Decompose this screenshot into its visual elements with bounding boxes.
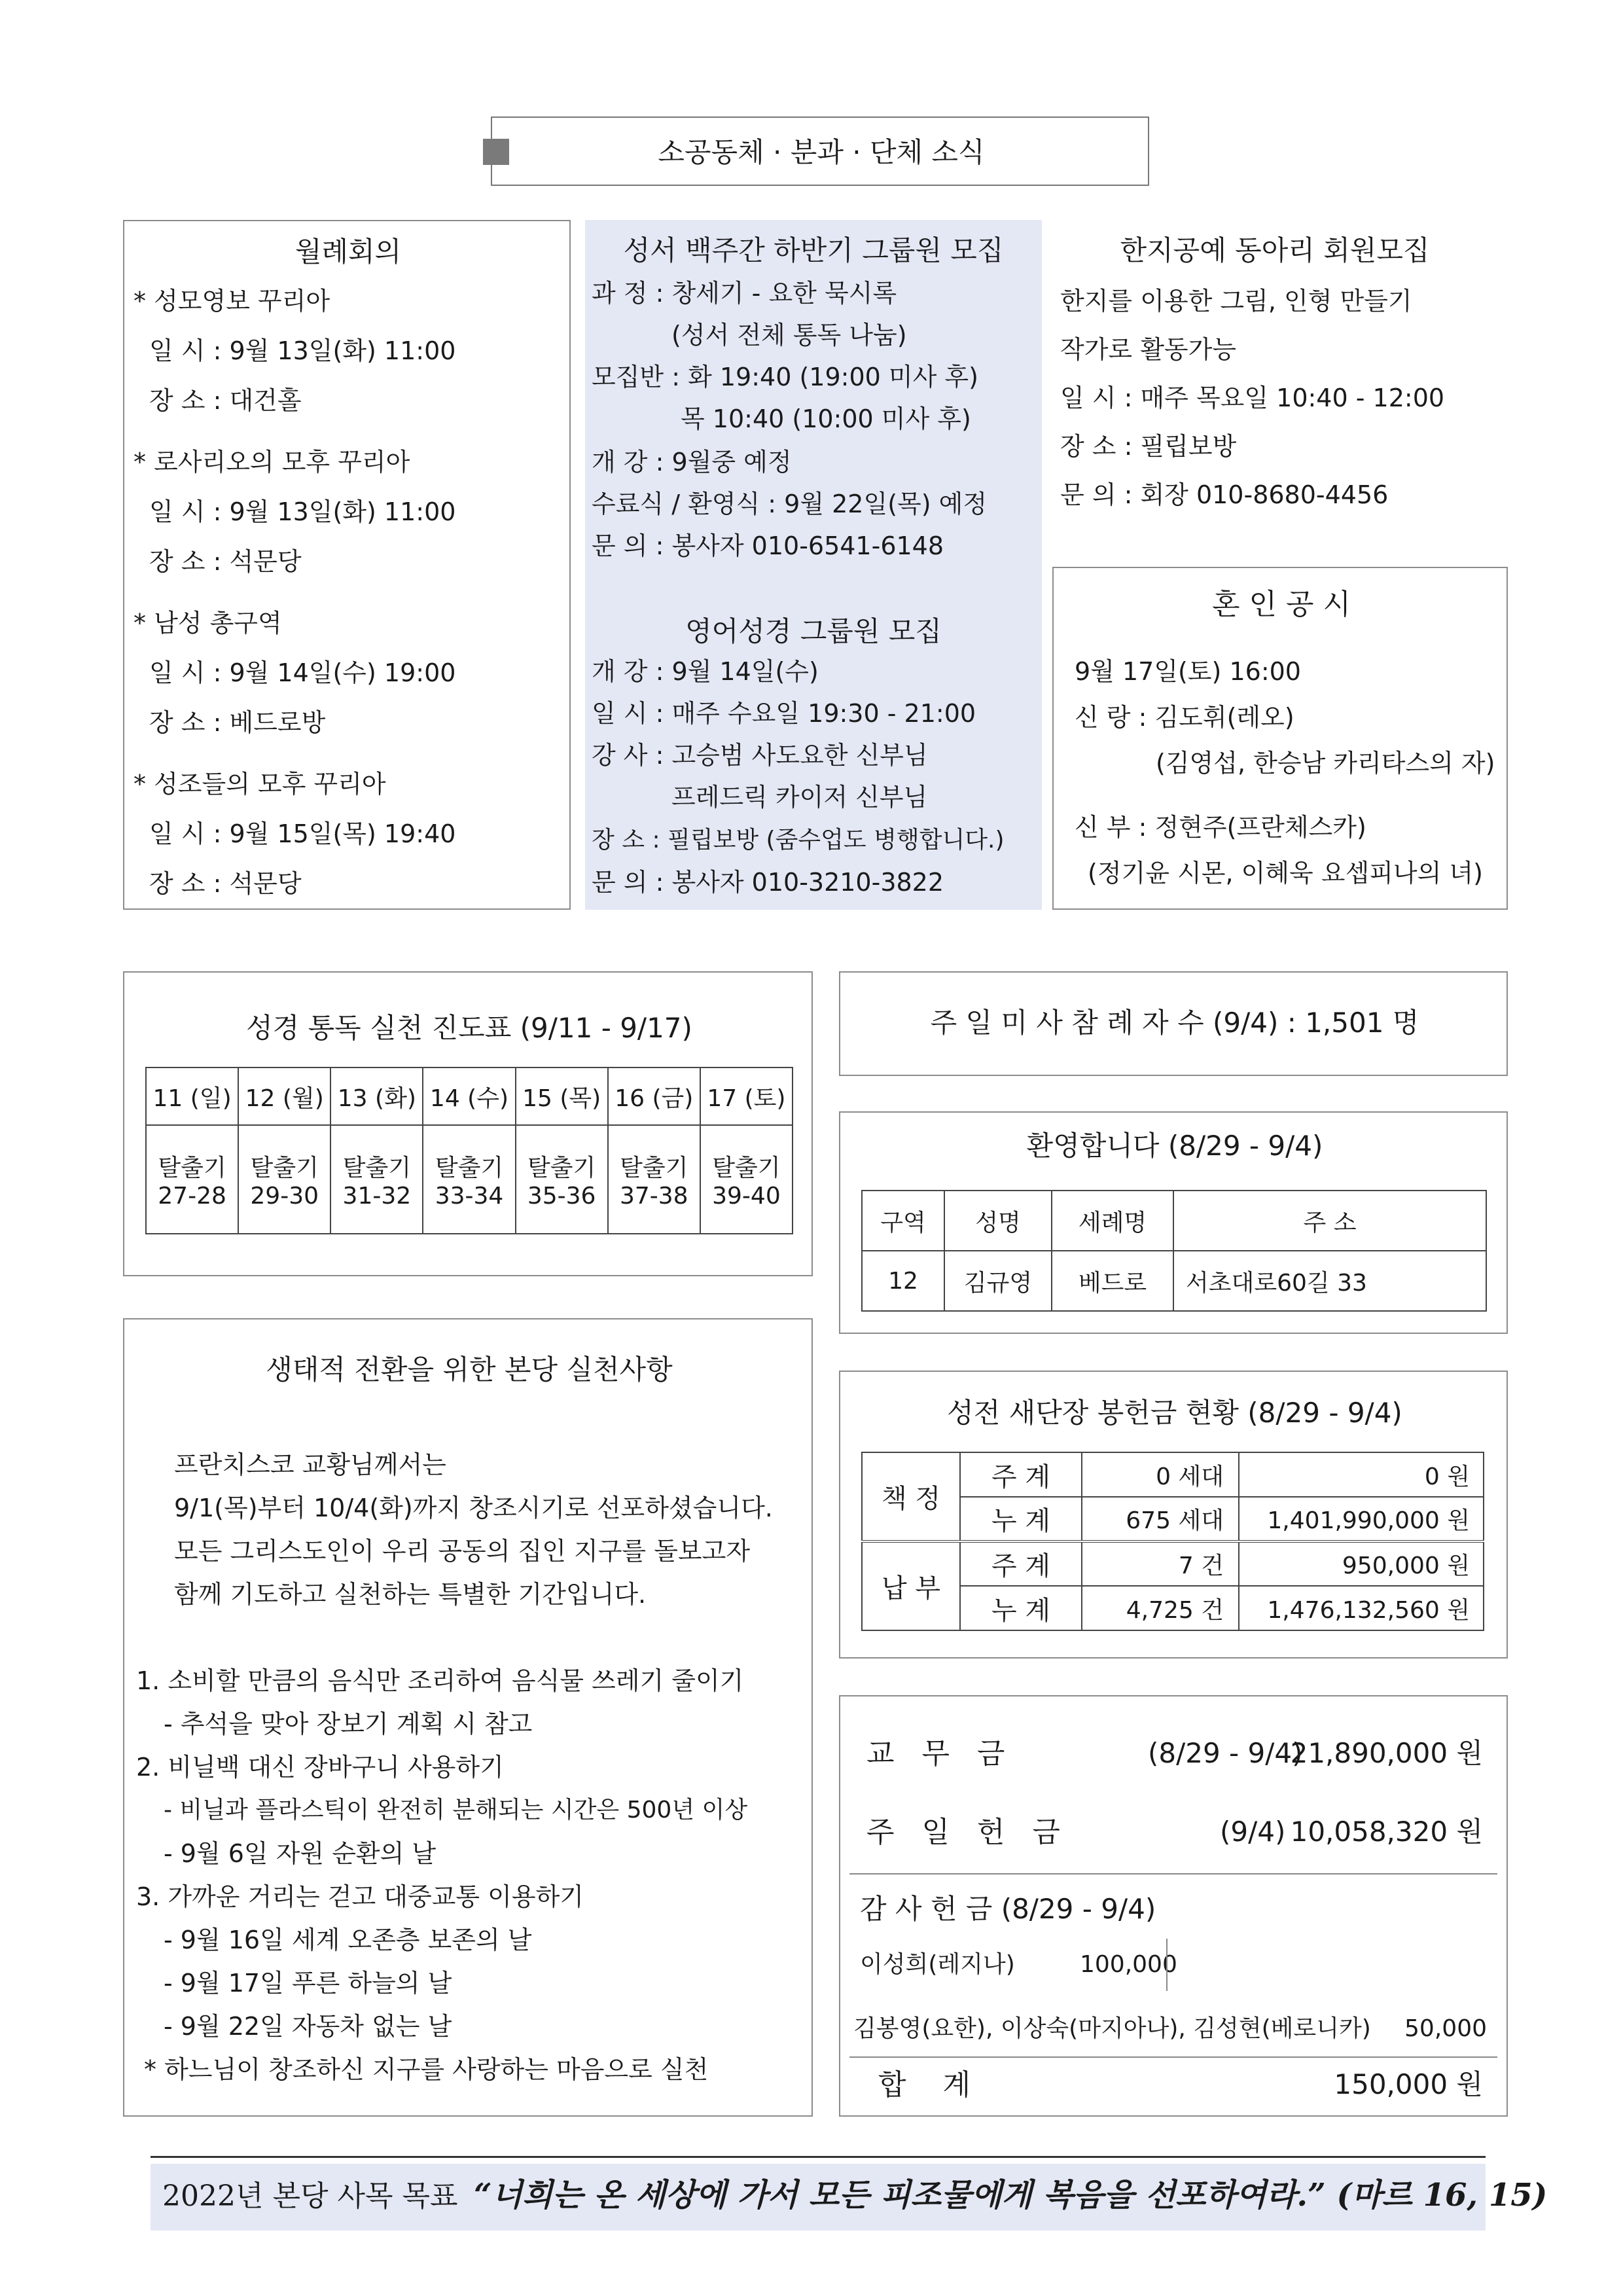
building-period: 주 계 xyxy=(960,1452,1082,1497)
building-count: 7 건 xyxy=(1082,1541,1239,1586)
group-time: 일 시 : 9월 13일(화) 11:00 xyxy=(149,497,456,526)
building-count: 675 세대 xyxy=(1082,1497,1239,1541)
hanji-title: 한지공예 동아리 회원모집 xyxy=(1120,234,1430,266)
eco-intro: 모든 그리스도인이 우리 공동의 집인 지구를 돌보고자 xyxy=(174,1537,751,1566)
english-line: 프레드릭 카이저 신부님 xyxy=(671,783,928,812)
reading-chapters: 39-40 xyxy=(712,1183,781,1210)
group-name: * 로사리오의 모후 꾸리아 xyxy=(134,448,410,476)
reading-cell xyxy=(423,1125,515,1234)
reading-cell xyxy=(700,1125,793,1234)
hanji-line: 일 시 : 매주 목요일 10:40 - 12:00 xyxy=(1060,384,1445,412)
total-label: 합 계 xyxy=(878,2068,971,2102)
bible-line: 모집반 : 화 19:40 (19:00 미사 후) xyxy=(592,363,978,391)
marriage-date: 9월 17일(토) 16:00 xyxy=(1075,657,1301,686)
hanji-line: 문 의 : 회장 010-8680-4456 xyxy=(1060,480,1389,509)
eco-intro: 프란치스코 교황님께서는 xyxy=(174,1450,446,1479)
building-count: 4,725 건 xyxy=(1082,1586,1239,1630)
section-header xyxy=(491,117,1149,186)
eco-intro: 9/1(목)부터 10/4(화)까지 창조시기로 선포하셨습니다. xyxy=(174,1494,773,1522)
reading-chapters: 35-36 xyxy=(527,1183,596,1210)
day-header: 15 (목) xyxy=(516,1067,608,1125)
reading-title: 성경 통독 실천 진도표 (9/11 - 9/17) xyxy=(246,1012,692,1044)
dues-label: 교 무 금 xyxy=(866,1737,1005,1770)
bible-study-box xyxy=(585,220,1042,910)
footer-banner xyxy=(151,2164,1548,2231)
welcome-title: 환영합니다 (8/29 - 9/4) xyxy=(1026,1130,1323,1162)
eco-item: - 9월 17일 푸른 하늘의 날 xyxy=(164,1969,452,1998)
reading-book: 탈출기 xyxy=(712,1155,781,1181)
divider xyxy=(849,1873,1497,1874)
day-header: 17 (토) xyxy=(700,1067,793,1125)
groom-parents: (김영섭, 한승남 카리타스의 자) xyxy=(1156,749,1495,778)
marriage-notice-box xyxy=(1052,567,1508,910)
welcome-cell: 김규영 xyxy=(944,1251,1052,1311)
marriage-title: 혼 인 공 시 xyxy=(1212,588,1351,621)
reading-chapters: 33-34 xyxy=(435,1183,504,1210)
thanks-row2-amount: 50,000 xyxy=(1404,2015,1487,2042)
sunday-period: (9/4) xyxy=(1220,1816,1286,1848)
eco-intro: 함께 기도하고 실천하는 특별한 기간입니다. xyxy=(174,1580,647,1609)
reading-book: 탈출기 xyxy=(527,1155,596,1181)
eco-item: - 비닐과 플라스틱이 완전히 분해되는 시간은 500년 이상 xyxy=(164,1797,748,1823)
welcome-header: 주 소 xyxy=(1173,1191,1486,1251)
footer-quote: “너희는 온 세상에 가서 모든 피조물에게 복음을 선포하여라.” (마르 16, 15) xyxy=(474,2177,1548,2214)
reading-cell xyxy=(608,1125,700,1234)
building-group: 납 부 xyxy=(862,1541,960,1630)
reading-book: 탈출기 xyxy=(250,1155,319,1181)
reading-book: 탈출기 xyxy=(435,1155,504,1181)
english-bible-title: 영어성경 그룹원 모집 xyxy=(685,615,942,647)
page-title: 소공동체 · 분과 · 단체 소식 xyxy=(658,136,985,168)
reading-chapters: 27-28 xyxy=(158,1183,226,1210)
reading-cell xyxy=(516,1125,608,1234)
building-fund-box xyxy=(839,1371,1508,1659)
reading-table xyxy=(145,1067,793,1234)
row1-separator xyxy=(1166,1939,1168,1991)
english-line: 장 소 : 필립보방 (줌수업도 병행합니다.) xyxy=(592,827,1005,853)
finance-box xyxy=(839,1695,1508,2117)
eco-item: * 하느님이 창조하신 지구를 사랑하는 마음으로 실천 xyxy=(144,2055,709,2084)
group-name: * 성조들의 모후 꾸리아 xyxy=(134,770,386,798)
sunday-amount: 10,058,320 원 xyxy=(1290,1816,1483,1848)
footer-prefix: 2022년 본당 사목 목표 xyxy=(162,2179,458,2213)
welcome-header: 세례명 xyxy=(1052,1191,1173,1251)
hanji-line: 작가로 활동가능 xyxy=(1060,335,1237,364)
monthly-meeting-box xyxy=(123,220,571,910)
dues-amount: 21,890,000 원 xyxy=(1290,1737,1483,1769)
building-amount: 1,401,990,000 원 xyxy=(1239,1497,1484,1541)
building-period: 누 계 xyxy=(960,1497,1082,1541)
attendance-text: 주 일 미 사 참 례 자 수 (9/4) : 1,501 명 xyxy=(930,1007,1419,1039)
day-header: 12 (월) xyxy=(238,1067,330,1125)
welcome-cell: 서초대로60길 33 xyxy=(1173,1251,1486,1311)
eco-item: - 추석을 맞아 장보기 계획 시 참고 xyxy=(164,1710,533,1738)
bible-line: 개 강 : 9월중 예정 xyxy=(592,448,792,476)
building-count: 0 세대 xyxy=(1082,1452,1239,1497)
thanks-title: 감 사 헌 금 (8/29 - 9/4) xyxy=(860,1893,1156,1925)
welcome-cell: 12 xyxy=(862,1251,944,1311)
bible-line: 문 의 : 봉사자 010-6541-6148 xyxy=(592,531,944,560)
bride-parents: (정기윤 시몬, 이혜욱 요셉피나의 녀) xyxy=(1088,859,1483,888)
group-place: 장 소 : 대건홀 xyxy=(149,386,302,415)
eco-item: - 9월 22일 자동차 없는 날 xyxy=(164,2012,452,2041)
day-header: 14 (수) xyxy=(423,1067,515,1125)
english-line: 일 시 : 매주 수요일 19:30 - 21:00 xyxy=(592,699,976,728)
thanks-row1-name: 이성희(레지나) xyxy=(860,1951,1015,1978)
eco-item: - 9월 16일 세계 오존층 보존의 날 xyxy=(164,1926,532,1954)
group-place: 장 소 : 석문당 xyxy=(149,869,302,898)
eco-item: 2. 비닐백 대신 장바구니 사용하기 xyxy=(136,1753,504,1782)
english-line: 문 의 : 봉사자 010-3210-3822 xyxy=(592,868,944,897)
group-time: 일 시 : 9월 13일(화) 11:00 xyxy=(149,336,456,365)
day-header: 13 (화) xyxy=(330,1067,423,1125)
bible-line: 과 정 : 창세기 - 요한 묵시록 xyxy=(592,279,897,308)
group-time: 일 시 : 9월 14일(수) 19:00 xyxy=(149,658,456,687)
reading-book: 탈출기 xyxy=(342,1155,412,1181)
welcome-cell: 베드로 xyxy=(1052,1251,1173,1311)
eco-box xyxy=(123,1318,813,2117)
bible-line: 목 10:40 (10:00 미사 후) xyxy=(681,404,971,433)
eco-item: 3. 가까운 거리는 걷고 대중교통 이용하기 xyxy=(136,1882,584,1911)
building-amount: 0 원 xyxy=(1239,1452,1484,1497)
reading-book: 탈출기 xyxy=(620,1155,688,1181)
bride: 신 부 : 정현주(프란체스카) xyxy=(1075,813,1366,842)
building-period: 누 계 xyxy=(960,1586,1082,1630)
reading-book: 탈출기 xyxy=(158,1155,226,1181)
building-table xyxy=(861,1452,1484,1631)
building-period: 주 계 xyxy=(960,1541,1082,1586)
reading-progress-box xyxy=(123,971,813,1276)
day-header: 11 (일) xyxy=(146,1067,238,1125)
bible-line: (성서 전체 통독 나눔) xyxy=(671,321,907,350)
group-time: 일 시 : 9월 15일(목) 19:40 xyxy=(149,819,456,848)
reading-chapters: 29-30 xyxy=(250,1183,319,1210)
welcome-table xyxy=(861,1190,1487,1312)
hanji-line: 장 소 : 필립보방 xyxy=(1060,432,1237,461)
reading-cell xyxy=(238,1125,330,1234)
bible-line: 수료식 / 환영식 : 9월 22일(목) 예정 xyxy=(592,490,988,518)
day-header: 16 (금) xyxy=(608,1067,700,1125)
eco-item: - 9월 6일 자원 순환의 날 xyxy=(164,1839,437,1868)
welcome-header: 성명 xyxy=(944,1191,1052,1251)
reading-chapters: 31-32 xyxy=(342,1183,412,1210)
groom: 신 랑 : 김도휘(레오) xyxy=(1075,703,1294,732)
total-amount: 150,000 원 xyxy=(1334,2068,1483,2100)
english-line: 개 강 : 9월 14일(수) xyxy=(592,657,819,686)
reading-chapters: 37-38 xyxy=(619,1183,688,1210)
group-name: * 남성 총구역 xyxy=(134,609,282,637)
bible-title: 성서 백주간 하반기 그룹원 모집 xyxy=(623,234,1004,266)
sunday-label: 주 일 헌 금 xyxy=(866,1816,1060,1849)
eco-item: 1. 소비할 만큼의 음식만 조리하여 음식물 쓰레기 줄이기 xyxy=(136,1666,744,1695)
group-place: 장 소 : 베드로방 xyxy=(149,708,326,737)
building-amount: 1,476,132,560 원 xyxy=(1239,1586,1484,1630)
building-amount: 950,000 원 xyxy=(1239,1541,1484,1586)
dues-period: (8/29 - 9/4) xyxy=(1148,1737,1303,1769)
divider xyxy=(849,2056,1497,2058)
thanks-row1-amount: 100,000 xyxy=(1080,1951,1177,1978)
welcome-box xyxy=(839,1111,1508,1334)
monthly-title: 월례회의 xyxy=(294,236,402,268)
thanks-row2-name: 김봉영(요한), 이상숙(마지아나), 김성현(베로니카) xyxy=(853,2015,1371,2042)
hanji-line: 한지를 이용한 그림, 인형 만들기 xyxy=(1060,287,1412,315)
group-name: * 성모영보 꾸리아 xyxy=(134,287,330,315)
welcome-header: 구역 xyxy=(862,1191,944,1251)
reading-cell xyxy=(330,1125,423,1234)
eco-title: 생태적 전환을 위한 본당 실천사항 xyxy=(266,1354,673,1386)
footer-rule xyxy=(151,2156,1486,2158)
english-line: 강 사 : 고승범 사도요한 신부님 xyxy=(592,741,928,770)
reading-cell xyxy=(146,1125,238,1234)
attendance-box xyxy=(839,971,1508,1076)
building-title: 성전 새단장 봉헌금 현황 (8/29 - 9/4) xyxy=(947,1397,1402,1429)
group-place: 장 소 : 석문당 xyxy=(149,547,302,576)
building-group: 책 정 xyxy=(862,1452,960,1541)
